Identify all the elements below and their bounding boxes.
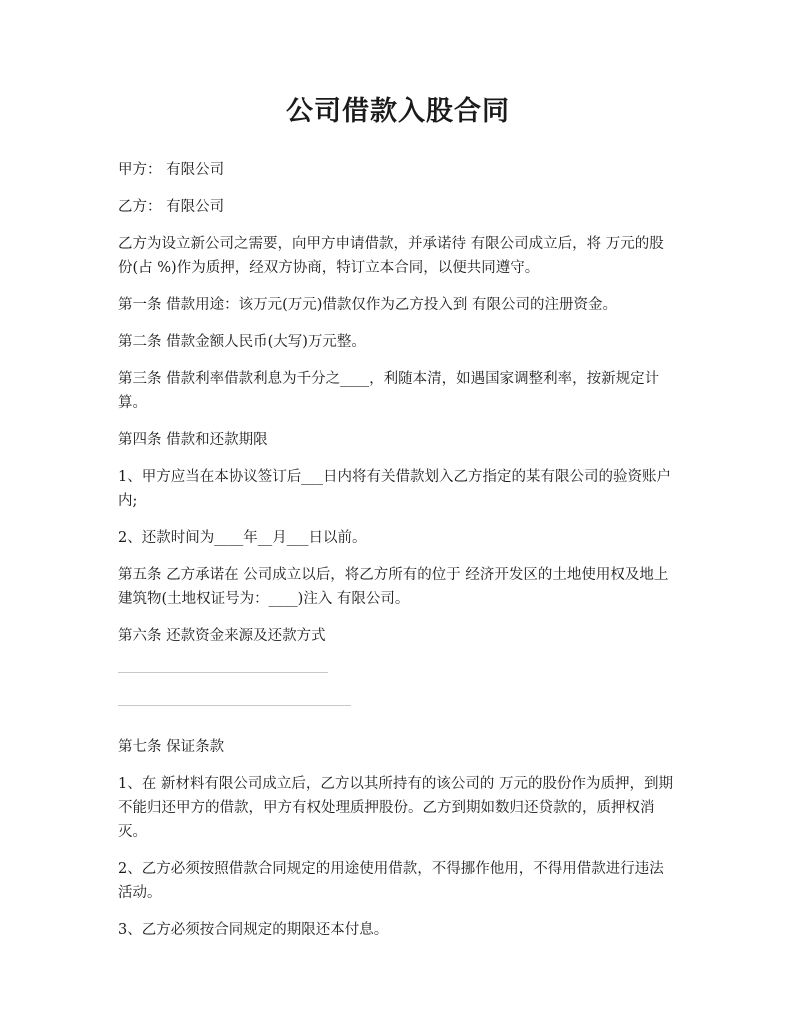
article-4-item-1: 1、甲方应当在本协议签订后___日内将有关借款划入乙方指定的某有限公司的验资账户内; xyxy=(118,469,671,509)
article-6-heading: 第六条 还款资金来源及还款方式 xyxy=(118,628,326,644)
party-a-line: 甲方： 有限公司 xyxy=(118,162,225,178)
blank-fill-line-1 xyxy=(118,672,328,673)
article-3-paragraph: 第三条 借款利率借款利息为千分之____，利随本清，如遇国家调整利率，按新规定计算。 xyxy=(118,371,660,411)
article-7-item-1: 1、在 新材料有限公司成立后，乙方以其所持有的该公司的 万元的股份作为质押，到期不能归还甲方的借款，甲方有权处理质押股份。乙方到期如数归还贷款的，质押权消灭。 xyxy=(118,776,673,840)
article-7-item-3: 3、乙方必须按合同规定的期限还本付息。 xyxy=(118,922,389,938)
article-4-heading: 第四条 借款和还款期限 xyxy=(118,432,268,448)
preamble-paragraph: 乙方为设立新公司之需要，向甲方申请借款，并承诺待 有限公司成立后，将 万元的股份(占 %)作为质押，经双方协商，特订立本合同，以便共同遵守。 xyxy=(118,236,664,276)
blank-fill-line-2 xyxy=(118,705,351,706)
party-b-line: 乙方： 有限公司 xyxy=(118,199,225,215)
article-7-heading: 第七条 保证条款 xyxy=(118,739,225,755)
article-2-paragraph: 第二条 借款金额人民币(大写)万元整。 xyxy=(118,334,366,350)
article-7-item-2: 2、乙方必须按照借款合同规定的用途使用借款，不得挪作他用，不得用借款进行违法活动。 xyxy=(118,861,664,901)
article-1-paragraph: 第一条 借款用途：该万元(万元)借款仅作为乙方投入到 有限公司的注册资金。 xyxy=(118,297,618,313)
document-title: 公司借款入股合同 xyxy=(286,96,510,127)
article-4-item-2: 2、还款时间为____年__月___日以前。 xyxy=(118,530,367,546)
article-5-paragraph: 第五条 乙方承诺在 公司成立以后，将乙方所有的位于 经济开发区的土地使用权及地上建筑物(土地权证号为：____)注入 有限公司。 xyxy=(118,567,669,607)
